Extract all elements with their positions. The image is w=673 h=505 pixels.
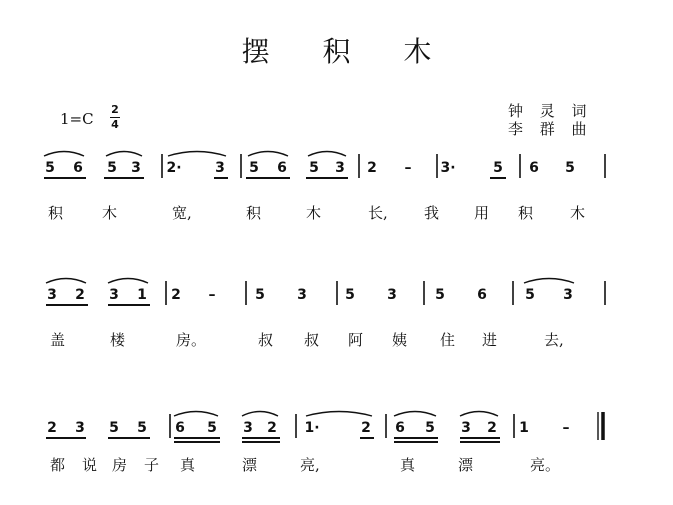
lyric-line1-9: 积: [518, 204, 534, 222]
time-signature-bottom: 4: [111, 118, 119, 131]
note-line1-13: 3·: [440, 160, 456, 176]
lyric-line1-7: 我: [424, 204, 440, 222]
lyric-line3-8: 真: [400, 456, 416, 474]
note-line1-11: 2: [367, 160, 377, 176]
lyric-line2-10: 去,: [544, 331, 564, 349]
slur-line3-3: [306, 412, 372, 417]
note-line1-10: 3: [335, 160, 345, 176]
key-signature: 1=C: [60, 110, 94, 128]
note-line3-16: –: [562, 420, 570, 436]
lyric-line1-3: 宽,: [172, 204, 192, 222]
lyric-line3-9: 漂: [458, 456, 474, 474]
note-line1-4: 3: [131, 160, 141, 176]
note-line1-12: –: [404, 160, 412, 176]
note-line2-9: 5: [345, 287, 355, 303]
note-line3-15: 1: [519, 420, 529, 436]
lyric-line1-6: 长,: [368, 204, 388, 222]
note-line2-11: 5: [435, 287, 445, 303]
note-line2-7: 5: [255, 287, 265, 303]
slur-line1-2: [106, 152, 142, 157]
slur-line1-4: [248, 152, 288, 157]
slur-line1-3: [168, 152, 226, 157]
note-line3-6: 5: [207, 420, 217, 436]
note-line1-16: 5: [565, 160, 575, 176]
note-line3-12: 5: [425, 420, 435, 436]
lyric-line2-4: 叔: [258, 331, 274, 349]
note-line2-3: 3: [109, 287, 119, 303]
lyric-line3-1: 都: [50, 456, 66, 474]
lyric-line1-4: 积: [246, 204, 262, 222]
lyric-line3-6: 漂: [242, 456, 258, 474]
lyric-line1-8: 用: [474, 204, 490, 222]
note-line2-8: 3: [297, 287, 307, 303]
lyric-line1-5: 木: [306, 204, 322, 222]
lyric-line1-1: 积: [48, 204, 64, 222]
time-signature-top: 2: [111, 103, 119, 116]
note-line3-5: 6: [175, 420, 185, 436]
note-line1-7: 5: [249, 160, 259, 176]
note-line3-14: 2: [487, 420, 497, 436]
note-line3-8: 2: [267, 420, 277, 436]
note-line3-11: 6: [395, 420, 405, 436]
note-line1-2: 6: [73, 160, 83, 176]
note-line1-15: 6: [529, 160, 539, 176]
slur-line3-2: [242, 412, 278, 417]
lyric-line3-5: 真: [180, 456, 196, 474]
lyric-line2-5: 叔: [304, 331, 320, 349]
note-line3-1: 2: [47, 420, 57, 436]
lyricist-credit: 钟 灵 词: [508, 102, 593, 120]
note-line2-10: 3: [387, 287, 397, 303]
slur-line1-5: [308, 152, 346, 157]
lyric-line3-2: 说: [82, 456, 98, 474]
note-line1-5: 2·: [166, 160, 182, 176]
lyric-line2-2: 楼: [110, 331, 126, 349]
note-line3-9: 1·: [304, 420, 320, 436]
note-line1-8: 6: [277, 160, 287, 176]
note-line3-7: 3: [243, 420, 253, 436]
note-line1-3: 5: [107, 160, 117, 176]
note-line2-6: –: [208, 287, 216, 303]
lyric-line2-9: 进: [482, 331, 498, 349]
note-line3-13: 3: [461, 420, 471, 436]
lyric-line2-1: 盖: [50, 331, 66, 349]
lyric-line3-4: 子: [144, 456, 160, 474]
note-line2-5: 2: [171, 287, 181, 303]
slur-line3-1: [174, 412, 218, 417]
note-line2-14: 3: [563, 287, 573, 303]
note-line2-13: 5: [525, 287, 535, 303]
note-line3-10: 2: [361, 420, 371, 436]
lyric-line1-2: 木: [102, 204, 118, 222]
slur-line2-3: [524, 279, 574, 284]
slur-line3-5: [460, 412, 498, 417]
lyric-line2-8: 住: [440, 331, 456, 349]
note-line1-9: 5: [309, 160, 319, 176]
note-line2-2: 2: [75, 287, 85, 303]
lyric-line3-7: 亮,: [300, 456, 320, 474]
lyric-line1-10: 木: [570, 204, 586, 222]
lyric-line2-6: 阿: [348, 331, 364, 349]
note-line2-1: 3: [47, 287, 57, 303]
lyric-line3-3: 房: [112, 456, 128, 474]
note-line3-4: 5: [137, 420, 147, 436]
note-line2-4: 1: [137, 287, 147, 303]
lyric-line2-3: 房。: [176, 331, 207, 349]
note-line1-14: 5: [493, 160, 503, 176]
note-line1-6: 3: [215, 160, 225, 176]
song-title: 摆 积 木: [241, 35, 454, 68]
note-line3-3: 5: [109, 420, 119, 436]
note-line3-2: 3: [75, 420, 85, 436]
slur-line2-2: [108, 279, 148, 284]
slur-line2-1: [46, 279, 86, 284]
note-line1-1: 5: [45, 160, 55, 176]
note-line2-12: 6: [477, 287, 487, 303]
composer-credit: 李 群 曲: [508, 120, 593, 138]
slur-line3-4: [394, 412, 436, 417]
lyric-line3-10: 亮。: [530, 456, 561, 474]
lyric-line2-7: 姨: [392, 331, 408, 349]
slur-line1-1: [44, 152, 84, 157]
